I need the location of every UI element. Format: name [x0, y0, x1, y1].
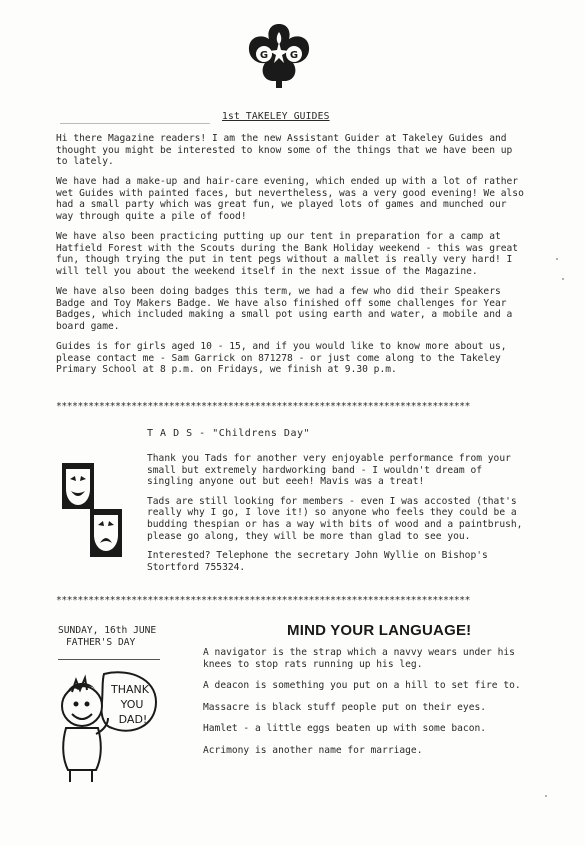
scan-speck [562, 278, 564, 280]
guides-article [56, 133, 526, 384]
list-item: Acrimony is another name for marriage. [203, 744, 423, 756]
header-rule [60, 123, 210, 124]
tads-article [147, 453, 527, 581]
list-item: A navigator is the strap which a navvy wears under his knees to stop rats running up his leg. [203, 647, 515, 670]
guides-paragraph-4: We have also been doing badges this term, we had a few who did their Speakers Badge and Toy Makers Badge. We have also finished off some challenges for Year Badges, which included making a small pot using earth and water, a mobile and a board game. [56, 286, 513, 332]
date-rule [58, 659, 160, 660]
tads-paragraph-2: Tads are still looking for members - even I was accosted (that's really why I go, I love it!) so anyone who feels they could be a budding thespian or has a way with bits of wood and a paintbrush, please go along, they will be more than glad to see you. [147, 495, 523, 542]
list-item: Massacre is black stuff people put on their eyes. [203, 701, 487, 713]
event-date-text: SUNDAY, 16th JUNE [58, 625, 157, 636]
fathers-day-date [58, 625, 168, 648]
guides-paragraph-3: We have also been practicing putting up our tent in preparation for a camp at Hatfield Forest with the Scouts during the Bank Holiday weekend - this was great fun, though trying the put in tent pegs without a mallet is really very hard! I will tell you about the weekend itself in the next issue of the Magazine. [56, 231, 519, 277]
mind-your-language-title: MIND YOUR LANGUAGE! [287, 622, 472, 639]
list-item: A deacon is something you put on a hill to set fire to. [203, 680, 521, 692]
svg-text:G: G [289, 50, 299, 61]
sign-line-1: THANK [111, 683, 149, 696]
guides-paragraph-5: Guides is for girls aged 10 - 15, and if you would like to know more about us, please contact me - Sam Garrick on 871278 - or just come along to the Takeley Primary School at 8 p.m. on Fridays, we finish at 9.30 p.m. [56, 340, 507, 376]
tads-title: T A D S - "Childrens Day" [147, 428, 311, 439]
tads-paragraph-3: Interested? Telephone the secretary John Wyllie on Bishop's Stortford 755324. [147, 550, 488, 573]
trefoil-logo-icon [240, 18, 318, 96]
scan-speck [556, 258, 558, 260]
list-item: Hamlet - a little eggs beaten up with some bacon. [203, 723, 487, 735]
tads-paragraph-1: Thank you Tads for another very enjoyable performance from your small but extremely hardworking band - I wouldn't dream of singling anyone out but eeeh! Mavis was a treat! [147, 453, 511, 488]
event-name-text: FATHER'S DAY [66, 636, 136, 648]
star-divider-2: ***************************************************************************** [56, 595, 470, 606]
sign-line-2: YOU [120, 698, 144, 711]
guides-title: 1st TAKELEY GUIDES [222, 111, 330, 122]
scan-speck [545, 795, 547, 797]
svg-text:G: G [259, 50, 269, 61]
star-divider-1: ***************************************************************************** [56, 401, 470, 412]
theatre-masks-icon [62, 463, 124, 559]
guides-paragraph-1: Hi there Magazine readers! I am the new Assistant Guider at Takeley Guides and thought you might be interested to know some of the things that we have been up to lately. [56, 133, 513, 168]
guides-paragraph-2: We have had a make-up and hair-care evening, which ended up with a lot of rather wet Guides with painted faces, but nevertheless, was a very good evening! We also had a small party which was great fun, we played lots of games and munched our way through quite a pile of food! [56, 176, 524, 223]
mind-your-language-list [203, 647, 523, 767]
sign-line-3: DAD! [118, 713, 148, 726]
thank-you-dad-illustration [52, 666, 162, 786]
